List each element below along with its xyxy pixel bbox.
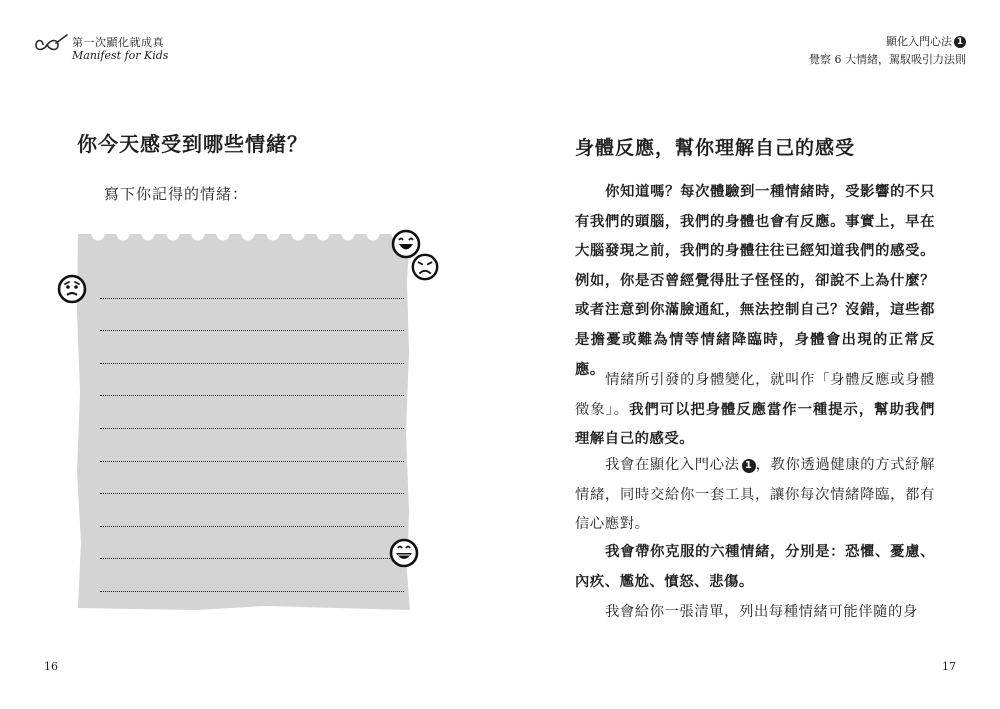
writing-line[interactable]: [100, 527, 404, 560]
running-head-right: [809, 33, 966, 67]
writing-line[interactable]: [100, 494, 404, 527]
worksheet-prompt: 寫下你記得的情緒：: [104, 185, 249, 203]
chapter-subtitle: 覺察 6 大情緒，駕馭吸引力法則: [809, 53, 966, 66]
paragraph-5: 我會給你一張清單，列出每種情緒可能伴隨的身: [605, 604, 918, 620]
writing-line[interactable]: [100, 331, 404, 364]
right-page: [500, 0, 1000, 709]
writing-line[interactable]: [100, 299, 404, 332]
paragraph-2-text: 情緒所引發的身體變化，就叫作「身體反應或身體徵象」。: [575, 372, 935, 418]
series-title: 第一次顯化就成真: [72, 36, 164, 49]
writing-lines: [100, 266, 404, 592]
writing-line[interactable]: [100, 364, 404, 397]
chapter-number-badge-inline: 1: [742, 459, 756, 473]
chapter-label: 顯化入門心法: [886, 35, 952, 48]
paragraph-2: [575, 366, 935, 455]
series-subtitle: Manifest for Kids: [72, 49, 169, 62]
worried-face-icon: [56, 273, 88, 305]
chapter-number-badge: 1: [954, 36, 966, 48]
paragraph-3: 我會在顯化入門心法 1 ，教你透過健康的方式紓解情緒，同時交給你一套工具，讓你每次情緒降臨，都有信心應對。: [575, 457, 936, 533]
infinity-logo-icon: [34, 34, 68, 56]
sad-face-icon: [410, 252, 440, 282]
writing-line[interactable]: [100, 462, 404, 495]
paragraph-2-emphasis: 我們可以把身體反應當作一種提示，幫助我們理解自己的感受。: [575, 401, 936, 448]
writing-line[interactable]: [100, 559, 404, 592]
paragraph-4: 我會帶你克服的六種情緒，分別是：恐懼、憂慮、內疚、尷尬、憤怒、悲傷。: [575, 544, 935, 590]
writing-line[interactable]: [100, 429, 404, 462]
page-number-left: 16: [44, 660, 58, 673]
writing-line[interactable]: [100, 396, 404, 429]
writing-line[interactable]: [100, 266, 404, 299]
grinning-face-icon: [388, 537, 420, 569]
worksheet-title: 你今天感受到哪些情緒？: [77, 132, 308, 156]
page-number-right: 17: [942, 660, 956, 673]
section-title: 身體反應，幫你理解自己的感受: [575, 137, 856, 159]
paragraph-1: 你知道嗎？每次體驗到一種情緒時，受影響的不只有我們的頭腦，我們的身體也會有反應。事實上，早在大腦發現之前，我們的身體往往已經知道我們的感受。例如，你是否曾經覺得肚子怪怪的，卻說不上為什麼？或者注意到你滿臉通紅，無法控制自己？沒錯，這些都是擔憂或難為情等情緒降臨時，身體會出現的正常反應。: [575, 184, 935, 378]
